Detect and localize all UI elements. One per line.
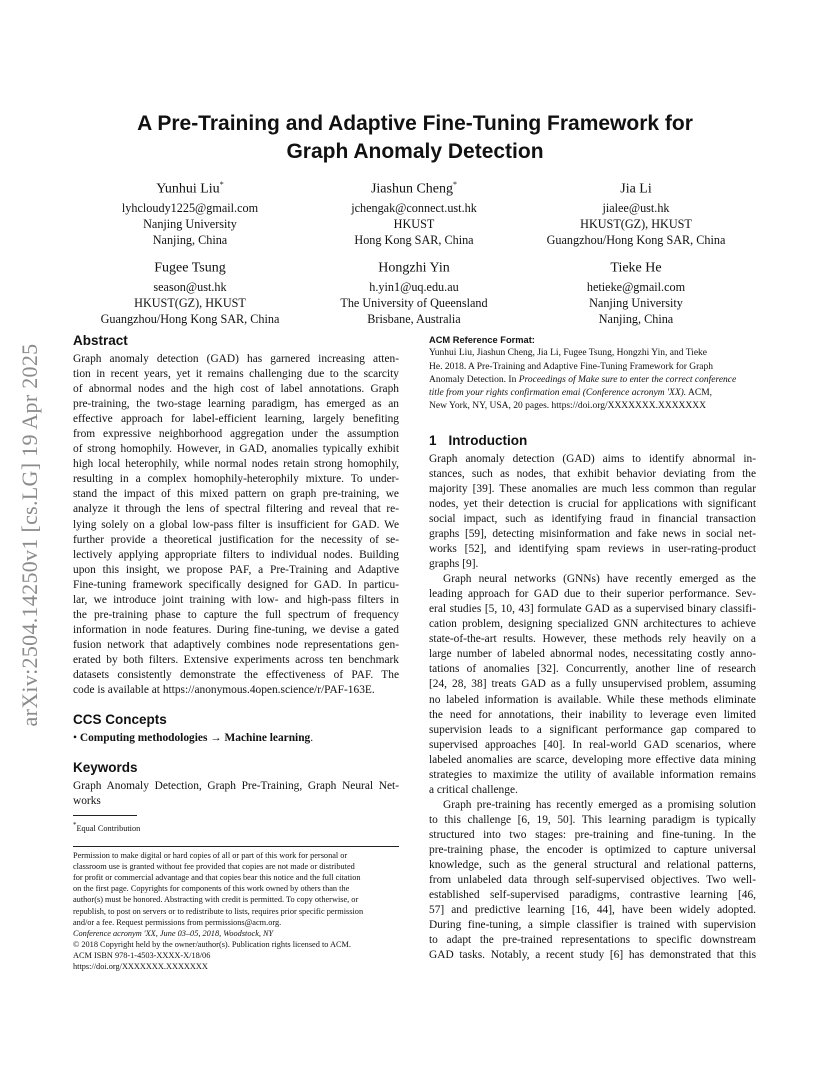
author-email: lyhcloudy1225@gmail.com bbox=[121, 200, 259, 215]
permission-line: Permission to make digital or hard copies of all or part of this work for personal or bbox=[73, 851, 348, 861]
introduction-line: GAD tasks. Notably, a recent study [6] has demonstrated that this bbox=[429, 949, 756, 962]
introduction-line: from unlabeled data through self-supervised objectives. Two well- bbox=[429, 874, 756, 887]
author-block bbox=[304, 255, 524, 328]
abstract-line: lying solely on a global low-pass filter is insufficient for GAD. We bbox=[73, 518, 399, 531]
keywords-heading: Keywords bbox=[73, 760, 138, 776]
isbn-line: ACM ISBN 978-1-4503-XXXX-X/18/06 bbox=[73, 950, 211, 960]
footnote: *Equal Contribution bbox=[73, 822, 141, 833]
permission-line: republish, to post on servers or to redistribute to lists, requires prior specific permission bbox=[73, 906, 364, 916]
author-block bbox=[80, 176, 300, 249]
introduction-line: the need for annotations, their inability to leverage even limited bbox=[429, 708, 756, 721]
abstract-line: effective approach for label-efficient learning, largely benefiting bbox=[73, 413, 399, 426]
acm-reference bbox=[429, 334, 756, 414]
author-name: Fugee Tsung bbox=[154, 260, 226, 276]
author-block bbox=[304, 176, 524, 249]
abstract-line: high local heterophily, while normal nodes retain strong homophily, bbox=[73, 458, 399, 471]
doi-line: https://doi.org/XXXXXXX.XXXXXXX bbox=[73, 962, 208, 972]
permission-line: on the first page. Copyrights for components of this work owned by others than the bbox=[73, 884, 350, 894]
abstract-line: pre-training, the two-stage learning paradigm, has emerged as an bbox=[73, 398, 399, 411]
permission-line: classroom use is granted without fee provided that copies are not made or distributed bbox=[73, 862, 355, 872]
abstract-line: lectively applying appropriate filters to individual nodes. Building bbox=[73, 548, 399, 561]
introduction-line: graphs [59], detecting misinformation and fake news in social net- bbox=[429, 528, 756, 541]
introduction-line: to adapt the pre-trained representations to specific downstream bbox=[429, 934, 756, 947]
author-location: Nanjing, China bbox=[598, 312, 674, 327]
introduction-line: social impact, such as identifying fraud in financial transaction bbox=[429, 512, 756, 525]
introduction-line: labeled anomalies are scarce, developing more effective data mining bbox=[429, 753, 756, 766]
author-email: hetieke@gmail.com bbox=[586, 279, 686, 294]
arxiv-stamp bbox=[10, 300, 50, 770]
paper-title bbox=[70, 110, 760, 166]
author-block bbox=[80, 255, 300, 328]
introduction-line: nodes, yet their detection is crucial for applications with significant bbox=[429, 497, 756, 510]
acm-reference-line: He. 2018. A Pre-Training and Adaptive Fine-Tuning Framework for Graph bbox=[429, 361, 714, 372]
author-location: Nanjing, China bbox=[152, 233, 228, 248]
ccs-heading: CCS Concepts bbox=[73, 712, 167, 728]
introduction-line: supervision leads to a significant performance gap compared to bbox=[429, 723, 756, 736]
abstract-line: of abnormal nodes and the high cost of label annotations. Graph bbox=[73, 383, 399, 396]
introduction-line: strategies to maximize the utility of available information remains bbox=[429, 768, 756, 781]
introduction-line: 57] and predictive learning [16, 44], have been widely adopted. bbox=[429, 904, 756, 917]
introduction-line: structured into two stages: pre-training and fine-tuning. In the bbox=[429, 828, 756, 841]
keywords-line: works bbox=[73, 795, 101, 808]
author-affiliation: HKUST bbox=[393, 217, 435, 232]
introduction-line: a critical challenge. bbox=[429, 783, 518, 796]
introduction-line: tations of anomalies [32]. Concurrently, another line of research bbox=[429, 663, 756, 676]
permission-block bbox=[73, 850, 399, 928]
abstract-line: upon this insight, we propose PAF, a Pre-Training and Adaptive bbox=[73, 563, 399, 576]
introduction-line: to this challenge [6, 19, 50]. This learning paradigm is typically bbox=[429, 813, 756, 826]
author-affiliation: The University of Queensland bbox=[340, 296, 488, 311]
author-name: Jia Li bbox=[620, 181, 652, 197]
author-email: jialee@ust.hk bbox=[602, 200, 670, 215]
introduction-line: Graph pre-training has recently emerged as a promising solution bbox=[443, 798, 756, 811]
publication-info bbox=[73, 928, 399, 972]
acm-reference-line: New York, NY, USA, 20 pages. https://doi.org/XXXXXXX.XXXXXXX bbox=[429, 401, 707, 412]
introduction-line: supervised approaches [40]. In real-world GAD scenarios, where bbox=[429, 738, 756, 751]
acm-reference-line: Yunhui Liu, Jiashun Cheng, Jia Li, Fugee Tsung, Hongzhi Yin, and Tieke bbox=[429, 348, 707, 359]
keywords-body bbox=[73, 779, 399, 809]
author-block bbox=[526, 255, 746, 328]
title-line: A Pre-Training and Adaptive Fine-Tuning Framework for bbox=[137, 112, 693, 135]
author-location: Guangzhou/Hong Kong SAR, China bbox=[546, 233, 726, 248]
ccs-concepts: • Computing methodologies → Machine learning. bbox=[73, 732, 314, 745]
conference-line: Conference acronym 'XX, June 03–05, 2018, Woodstock, NY bbox=[73, 928, 274, 938]
abstract-line: information in node features. During fine-tuning, we devise a gated bbox=[73, 623, 399, 636]
abstract-line: of strong homophily. However, in GAD, anomalies typically exhibit bbox=[73, 443, 399, 456]
introduction-line: Graph anomaly detection (GAD) aims to identify abnormal in- bbox=[429, 452, 756, 465]
permission-rule bbox=[73, 846, 399, 847]
author-affiliation: Nanjing University bbox=[589, 296, 683, 311]
introduction-paragraph bbox=[429, 572, 756, 798]
abstract-line: stand the impact of this mixed pattern on graph pre-training, we bbox=[73, 488, 399, 501]
introduction-line: graphs [9]. bbox=[429, 558, 479, 571]
introduction-line: Graph neural networks (GNNs) have recently emerged as the bbox=[443, 573, 756, 586]
author-location: Hong Kong SAR, China bbox=[354, 233, 474, 248]
introduction-line: large number of labeled abnormal nodes, necessitating costly anno- bbox=[429, 648, 756, 661]
introduction-line: eral studies [5, 10, 43] formulate GAD as a supervised binary classifi- bbox=[429, 603, 756, 616]
permission-line: for profit or commercial advantage and that copies bear this notice and the full citation bbox=[73, 873, 361, 883]
author-email: h.yin1@uq.edu.au bbox=[369, 279, 459, 294]
author-name: Hongzhi Yin bbox=[378, 260, 450, 276]
abstract-line: erated by both filters. Extensive experiments across ten benchmark bbox=[73, 653, 399, 666]
right-column bbox=[429, 332, 756, 963]
author-email: season@ust.hk bbox=[153, 279, 227, 294]
introduction-line: [24, 28, 38] treats GAD as a fully unsupervised problem, assuming bbox=[429, 678, 756, 691]
introduction-line: stances, such as nodes, that exhibit behavior deviating from the bbox=[429, 467, 756, 480]
introduction-line: cation problem, designing specialized GNN architectures to achieve bbox=[429, 618, 756, 631]
introduction-line: pre-training phase, the encoder is optimized to capture universal bbox=[429, 844, 756, 856]
author-name: Yunhui Liu* bbox=[156, 180, 224, 197]
abstract-line: analyze it through the lens of spectral filtering and reveal that re- bbox=[73, 503, 399, 516]
introduction-line: During fine-tuning, a simple classifier is trained with supervision bbox=[429, 919, 756, 932]
ccs-item: Computing methodologies bbox=[79, 732, 208, 745]
author-location: Brisbane, Australia bbox=[367, 312, 461, 327]
introduction-line: knowledge, such as the general structural and relational patterns, bbox=[429, 859, 756, 872]
abstract-line: Graph anomaly detection (GAD) has garnered increasing atten- bbox=[73, 353, 399, 365]
author-name: Tieke He bbox=[610, 260, 662, 276]
abstract-line: from expressive neighborhood aggregation under the assumption bbox=[73, 428, 399, 441]
introduction-line: leading approach for GAD due to their superior performance. Sev- bbox=[429, 588, 756, 601]
acm-reference-line: Anomaly Detection. In Proceedings of Make sure to enter the correct conference bbox=[429, 374, 737, 385]
keywords-line: Graph Anomaly Detection, Graph Pre-Training, Graph Neural Net- bbox=[73, 780, 399, 793]
arxiv-stamp-text: arXiv:2504.14250v1 [cs.LG] 19 Apr 2025 bbox=[17, 343, 42, 727]
footnote-rule bbox=[73, 815, 137, 816]
introduction-paragraph bbox=[429, 798, 756, 964]
introduction-heading: 1 Introduction bbox=[429, 432, 528, 448]
author-affiliation: HKUST(GZ), HKUST bbox=[134, 296, 246, 311]
abstract-heading: Abstract bbox=[73, 333, 128, 348]
author-email: jchengak@connect.ust.hk bbox=[351, 200, 477, 215]
title-line: Graph Anomaly Detection bbox=[286, 140, 544, 163]
acm-reference-heading: ACM Reference Format: bbox=[429, 335, 535, 345]
author-affiliation: Nanjing University bbox=[143, 217, 237, 232]
abstract-line: lar, we introduce joint training with low- and high-pass filters in bbox=[73, 593, 399, 606]
author-affiliation: HKUST(GZ), HKUST bbox=[580, 217, 692, 232]
abstract-line: fusion network that adaptively combines node representations gen- bbox=[73, 638, 399, 651]
introduction-line: established self-supervised paradigms, contrastive learning [46, bbox=[429, 889, 756, 902]
author-name: Jiashun Cheng* bbox=[370, 180, 458, 197]
introduction-body bbox=[429, 452, 756, 964]
author-location: Guangzhou/Hong Kong SAR, China bbox=[100, 312, 280, 327]
introduction-paragraph bbox=[429, 452, 756, 572]
introduction-line: majority [39]. These anomalies are much less common than regular bbox=[429, 482, 756, 495]
abstract-line: datasets consistently demonstrate the effectiveness of PAF. The bbox=[73, 668, 399, 681]
permission-line: and/or a fee. Request permissions from permissions@acm.org. bbox=[73, 917, 282, 927]
abstract-line: the pre-training phase to capture the full spectrum of frequency bbox=[73, 608, 399, 621]
abstract-line: tion in recent years, yet it remains challenging due to the scarcity bbox=[73, 368, 399, 381]
abstract-line: Fine-tuning framework specifically designed for GAD. In particu- bbox=[73, 578, 399, 591]
author-block bbox=[526, 176, 746, 249]
acm-reference-line: title from your rights confirmation emai (Conference acronym 'XX). ACM, bbox=[429, 388, 713, 399]
left-column bbox=[73, 332, 399, 972]
abstract-line: resulting in a complex homophily-heterophily mixture. To under- bbox=[73, 473, 399, 486]
ccs-sub: Machine learning bbox=[224, 732, 311, 745]
copyright-line: © 2018 Copyright held by the owner/author(s). Publication rights licensed to ACM. bbox=[73, 939, 351, 949]
introduction-line: works [52], and identifying spam reviews in user-rating-product bbox=[429, 543, 756, 556]
introduction-line: state-of-the-art results. However, these methods rely heavily on a bbox=[429, 633, 756, 646]
abstract-body bbox=[73, 352, 399, 698]
introduction-line: no labeled information is available. While these methods eliminate bbox=[429, 693, 756, 706]
permission-line: author(s) must be honored. Abstracting with credit is permitted. To copy otherwise, or bbox=[73, 895, 359, 905]
abstract-line: code is available at https://anonymous.4open.science/r/PAF-163E. bbox=[73, 684, 375, 697]
abstract-line: further provide a theoretical justification for the necessity of se- bbox=[73, 533, 399, 546]
